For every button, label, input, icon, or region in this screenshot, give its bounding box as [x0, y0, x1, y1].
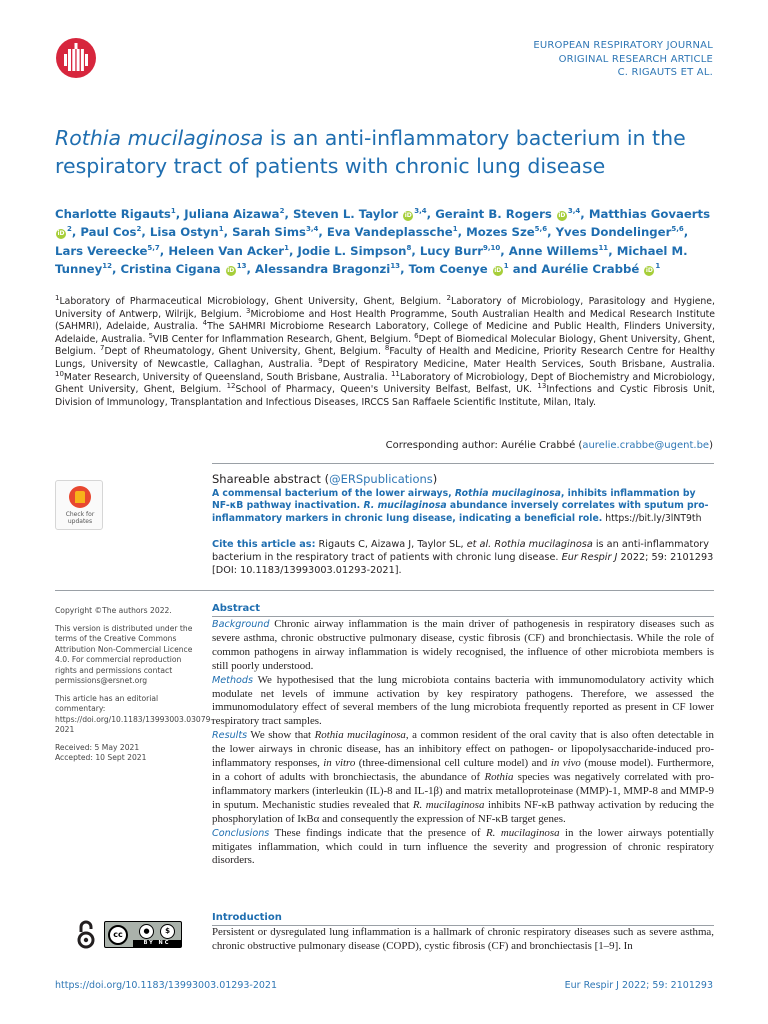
orcid-icon[interactable]: iD	[645, 267, 653, 275]
check-for-updates-button[interactable]	[55, 480, 103, 530]
author-affiliation-marker: 12	[102, 262, 112, 271]
share-short-link[interactable]: https://bit.ly/3lNT9th	[602, 512, 702, 524]
abstract-background	[212, 618, 714, 674]
affiliation-number: 4	[202, 319, 208, 328]
author-affiliation-marker: 13	[390, 262, 401, 271]
journal-name[interactable]: EUROPEAN RESPIRATORY JOURNAL	[533, 40, 713, 51]
share-text-1: A commensal bacterium of the lower airways,	[212, 488, 455, 499]
conclusions-label: Conclusions	[212, 827, 270, 839]
title-species: Rothia mucilaginosa	[55, 126, 264, 150]
cite-etal: et al.	[466, 539, 492, 550]
author-name: Michael M. Tunney	[55, 243, 688, 277]
author-affiliation-marker: 5,6	[671, 225, 684, 234]
cite-title: is an anti-inflammatory bacterium in the respiratory tract of patients with chronic lung disease.	[212, 539, 710, 563]
corr-close: )	[709, 440, 713, 451]
article-type: ORIGINAL RESEARCH ARTICLE	[558, 53, 713, 65]
cite-journal: Eur Respir J	[561, 552, 618, 563]
affiliation-text: Dept of Rheumatology, Ghent University, Ghent, Belgium.	[104, 346, 381, 358]
introduction-text: Persistent or dysregulated lung inflammation is a hallmark of chronic respiratory diseases such as severe asthma, chronic obstructive pulmonary disease (COPD), cystic fibrosis (CF) and bronchiectasis [1–9]. In	[212, 926, 714, 952]
author[interactable]	[232, 225, 318, 239]
share-text-3: abundance inversely correlates with sputum pro-inflammatory markers in chronic lung disease, indicating a beneficial role.	[212, 500, 709, 524]
author[interactable]	[509, 244, 608, 258]
license-strip	[133, 940, 181, 947]
affiliation-number: 10	[55, 369, 64, 378]
author-affiliation-marker: 8	[406, 243, 412, 252]
author-name: Yves Dondelinger	[555, 225, 672, 240]
footer-citation: Eur Respir J 2022; 59: 2101293	[564, 980, 713, 991]
results-italic: in vitro	[323, 757, 356, 770]
author[interactable]	[55, 244, 160, 258]
author-name: Charlotte Rigauts	[55, 207, 171, 221]
orcid-icon[interactable]: iD	[558, 212, 566, 219]
journal-meta	[533, 39, 713, 80]
author-name: Paul Cos	[80, 225, 137, 240]
affiliation-text: Dept of Respiratory Medicine, Mater Health Services, South Brisbane, Australia.	[322, 358, 716, 370]
results-italic: in vivo	[550, 757, 581, 770]
conclusions-italic: R. mucilaginosa	[485, 826, 560, 839]
divider	[55, 590, 714, 591]
author[interactable]	[556, 225, 684, 239]
cite-authors: Rigauts C, Aizawa J, Taylor SL,	[315, 539, 467, 550]
author-affiliation-marker: 1	[284, 243, 289, 252]
author-name: Anne Willems	[508, 243, 599, 258]
affiliation-number: 12	[226, 382, 236, 391]
author-affiliation-marker: 13	[236, 262, 247, 271]
author-name: Geraint B. Rogers	[435, 207, 552, 221]
article-title	[55, 124, 715, 180]
cite-details: 2022; 59: 2101293 [DOI: 10.1183/13993003.01293-2021].	[212, 552, 714, 576]
affiliation-number: 7	[100, 344, 105, 353]
author-name: Lars Vereecke	[55, 243, 148, 258]
author-affiliation-marker: 9,10	[482, 243, 501, 252]
conclusions-text: in the lower airways potentially mitigates inflammation, which could in turn influence the severity and progression of chronic respiratory disorders.	[212, 826, 714, 867]
cite-this-article	[212, 538, 714, 577]
author[interactable]	[541, 262, 660, 276]
author[interactable]	[168, 244, 289, 258]
ers-twitter-link[interactable]: @ERSpublications	[329, 472, 433, 486]
conclusions-text: These findings indicate that the presence of	[269, 826, 486, 839]
affiliation-number: 6	[414, 331, 419, 340]
author-affiliation-marker: 1	[503, 262, 509, 271]
affiliation-text: Laboratory of Microbiology, Dept of Biochemistry and Microbiology, Ghent University, Ghent, Belgium.	[55, 371, 715, 396]
affiliation-number: 8	[384, 344, 390, 353]
corr-label: Corresponding author: Aurélie Crabbé (	[385, 440, 583, 451]
ers-logo	[55, 37, 97, 79]
shareable-abstract-text	[212, 488, 714, 525]
affiliation-number: 2	[446, 293, 452, 302]
abstract-conclusions	[212, 827, 714, 869]
results-italic: Rothia mucilaginosa	[314, 729, 406, 742]
affiliation-number: 11	[390, 369, 400, 378]
author-name: Heleen Van Acker	[168, 243, 285, 258]
shareable-close: )	[432, 472, 438, 486]
share-text-2: , inhibits inflammation by NF-κB pathway inactivation.	[212, 488, 696, 512]
shareable-abstract-heading	[212, 472, 437, 486]
open-access-icon	[77, 920, 95, 950]
orcid-icon[interactable]: iD	[227, 267, 235, 275]
author-affiliation-marker: 3,4	[414, 207, 427, 216]
abstract-methods	[212, 674, 714, 730]
divider	[212, 616, 714, 617]
affiliation-number: 13	[537, 382, 547, 391]
affiliation-text: VIB Center for Inflammation Research, Ghent, Belgium.	[153, 333, 412, 345]
results-text: We show that	[247, 729, 315, 742]
author-name: Jodie L. Simpson	[297, 243, 407, 258]
orcid-icon[interactable]: iD	[404, 212, 412, 219]
author-name: Aurélie Crabbé	[541, 262, 640, 277]
affiliations	[55, 293, 716, 409]
share-species-2: R. mucilaginosa	[363, 500, 447, 512]
author-affiliation-marker: 1	[218, 225, 224, 234]
abstract-body	[212, 618, 714, 868]
author-affiliation-marker: 1	[452, 225, 458, 234]
author-name: Tom Coenye	[408, 262, 488, 277]
attribution-icon: ●	[139, 924, 154, 939]
affiliation-text: Faculty of Health and Medicine, Priority Research Centre for Healthy Lungs, University of Newcastle, Callaghan, Australia.	[55, 346, 715, 370]
author[interactable]	[435, 207, 580, 221]
cc-license-badge[interactable]	[104, 921, 182, 948]
affiliation-number: 9	[318, 356, 323, 365]
author-affiliation-marker: 1	[170, 207, 176, 216]
author[interactable]	[297, 244, 411, 258]
crossmark-label: Check for updates	[65, 511, 95, 525]
author-name: Matthias Govaerts	[588, 207, 711, 221]
footer-doi-link[interactable]: https://doi.org/10.1183/13993003.01293-2021	[55, 980, 278, 991]
affiliation-text: Infections and Cystic Fibrosis Unit, Division of Immunology, Transplantation and Infectious Diseases, IRCCS San Raffaele Scientific Institute, Milan, Italy.	[55, 384, 715, 408]
article-sidebar	[55, 606, 214, 764]
copyright: Copyright ©The authors 2022.	[55, 606, 172, 615]
nc-label: NC	[158, 940, 171, 946]
author[interactable]	[55, 207, 176, 221]
accepted-date: Accepted: 10 Sept 2021	[55, 753, 147, 762]
cite-label: Cite this article as:	[212, 539, 316, 550]
author-affiliation-marker: 5,6	[534, 225, 548, 234]
author-name: Lucy Burr	[419, 243, 483, 258]
author[interactable]	[255, 262, 400, 276]
author-name: Lisa Ostyn	[149, 225, 219, 240]
background-text: Chronic airway inflammation is the main driver of pathogenesis in respiratory diseases such as severe asthma, chronic obstructive pulmonary disease, cystic fibrosis (CF) and bronchiectasis. While the role of common pathogens in airway inflammation is widely recognised, the influence of other microbiota members is still poorly understood.	[212, 618, 714, 672]
affiliation-text: Dept of Biomedical Molecular Biology, Ghent University, Ghent, Belgium.	[55, 333, 715, 358]
author[interactable]	[120, 262, 246, 276]
affiliation-text: Laboratory of Microbiology, Parasitology and Hygiene, University of Antwerp, Wilrijk, Belgium.	[55, 296, 715, 320]
author[interactable]	[80, 225, 141, 239]
author[interactable]	[150, 225, 224, 239]
bookmark-icon	[75, 491, 85, 503]
results-label: Results	[212, 730, 248, 742]
background-label: Background	[212, 619, 270, 630]
results-text: (mouse model). Furthermore, in a cohort of adults with bronchiectasis, the abundance of	[212, 757, 715, 783]
by-label: BY	[143, 940, 155, 946]
orcid-icon[interactable]: iD	[57, 230, 65, 238]
author[interactable]	[293, 207, 427, 221]
affiliation-text: Mater Research, University of Queensland, South Brisbane, Australia.	[63, 371, 388, 383]
author-name: Alessandra Bragonzi	[255, 262, 391, 277]
author-affiliation-marker: 1	[655, 262, 661, 271]
author[interactable]	[466, 225, 547, 239]
methods-label: Methods	[212, 674, 253, 686]
author-name: Cristina Cigana	[120, 262, 221, 277]
affiliation-text: Laboratory of Pharmaceutical Microbiology, Ghent University, Ghent, Belgium.	[59, 296, 442, 307]
corresponding-author	[386, 440, 713, 451]
affiliation-number: 5	[148, 331, 154, 340]
author-list: Charlotte Rigauts$^1$, Juliana Aizawa$^2$, Steven L. Taylor iD$^{3,4}$, Geraint B. Rogers iD$^{3,4}$, Matthias Govaerts $iD^2$, Paul Cos$^2$, Lisa Ostyn$^1$, Sarah Sims$^{3,4}$, Eva Vandeplassche$^1$, Mozes Sze$^{5,6}$, Yves Dondelinger$^{5,6}$, Lars Vereecke$^{5,7}$, Heleen Van Acker$^1$, Jodie L. Simpson$^8$, Lucy Burr$^{9,10}$, Anne Willems$^{11}$, Michael M. Tunney$^{12}$, Cristina Cigana $iD^{13}$, Alessandra Bragonzi$^{13}$, Tom Coenye $iD^1$ and Aurélie Crabbé $iD^1$	[55, 207, 711, 277]
orcid-icon[interactable]: iD	[494, 267, 502, 275]
cc-icon: cc	[108, 925, 128, 945]
results-text: (three-dimensional cell culture model) and	[355, 757, 551, 770]
cite-species: Rothia mucilaginosa	[494, 539, 593, 550]
author-affiliation-marker: 3,4	[305, 225, 319, 234]
author-affiliation-marker: 2	[136, 225, 142, 234]
author-affiliation-marker: 3,4	[567, 207, 581, 216]
author-affiliation-marker: 5,7	[147, 243, 160, 252]
abstract-results	[212, 729, 714, 826]
running-authors: C. RIGAUTS ET AL.	[617, 67, 713, 78]
corr-email-link[interactable]: aurelie.crabbe@ugent.be	[582, 440, 710, 451]
share-species-1: Rothia mucilaginosa	[454, 488, 561, 499]
license-text: This version is distributed under the terms of the Creative Commons Attribution Non-Commercial Licence 4.0. For commercial reproduction rights and permissions contact permissions@ersnet.org	[55, 623, 193, 685]
editorial-note: This article has an editorial commentary: https://doi.org/10.1183/13993003.03079-2021	[55, 693, 214, 734]
results-text: , a common resident of the oral cavity that is also often detectable in the lower airways in chronic disease, has an inhibitory effect on pathogen- or lipopolysaccharide-induced pro-inflammatory responses,	[212, 729, 714, 770]
author[interactable]	[184, 207, 284, 221]
author-name: Steven L. Taylor	[292, 207, 399, 221]
author-affiliation-marker: 2	[279, 207, 285, 216]
affiliation-number: 3	[246, 306, 251, 315]
affiliation-number: 1	[55, 293, 60, 302]
abstract-heading: Abstract	[212, 603, 261, 614]
affiliation-text: Microbiome and Host Health Programme, South Australian Health and Medical Research Institute (SAHMRI), Adelaide, Australia.	[55, 308, 715, 333]
affiliation-text: The SAHMRI Microbiome Research Laboratory, College of Medicine and Public Health, Flinders University, Adelaide, Australia.	[55, 321, 715, 345]
author-affiliation-marker: 11	[598, 243, 609, 252]
author-affiliation-marker: 2	[67, 225, 72, 234]
affiliation-text: School of Pharmacy, Queen's University Belfast, Belfast, UK.	[235, 384, 533, 396]
non-commercial-icon: $	[160, 924, 175, 939]
author-name: Juliana Aizawa	[184, 207, 280, 221]
author[interactable]	[420, 244, 500, 258]
results-text: species was negatively correlated with pro-inflammatory markers (interleukin (IL)-8 and IL-1β) and matrix metalloproteinase (MMP)-1, MMP-8 and MMP-9 in sputum. Mechanistic studies revealed that	[212, 770, 715, 811]
results-italic: Rothia	[484, 770, 514, 783]
shareable-label: Shareable abstract (	[212, 472, 330, 486]
results-italic: R. mucilaginosa	[412, 798, 485, 811]
author[interactable]	[327, 225, 458, 239]
received-date: Received: 5 May 2021	[55, 742, 140, 752]
author-name: Eva Vandeplassche	[326, 225, 453, 240]
divider	[212, 463, 714, 464]
author[interactable]	[409, 262, 509, 276]
title-rest: is an anti-inflammatory bacterium in the respiratory tract of patients with chronic lung disease	[55, 126, 686, 178]
methods-text: We hypothesised that the lung microbiota contains bacteria with immunomodulatory activity which modulate net levels of immune activation by key respiratory pathogens. Therefore, we assessed the immunomodulatory effect of several members of the lung microbiota frequently reported as present in CF lower respiratory tract samples.	[212, 673, 714, 728]
author-name: Mozes Sze	[466, 225, 535, 240]
results-text: inhibits NF-κB pathway activation by reducing the phosphorylation of IκBα and consequently the expression of NF-κB target genes.	[212, 798, 714, 825]
introduction-heading: Introduction	[212, 912, 282, 923]
author-name: Sarah Sims	[232, 225, 306, 240]
